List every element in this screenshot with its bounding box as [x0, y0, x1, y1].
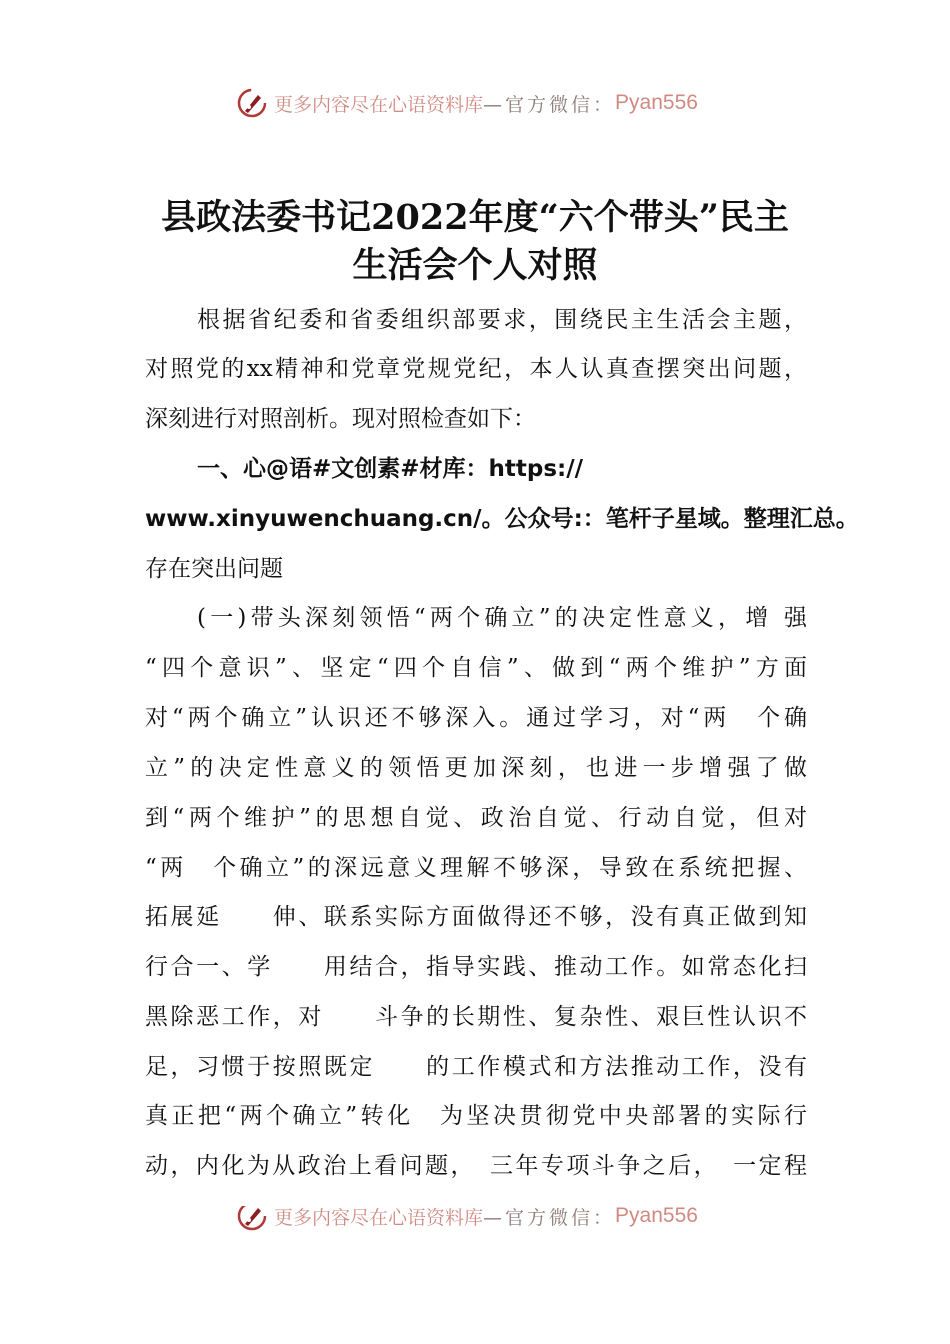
paragraph-line: 根据省纪委和省委组织部要求，围绕民主生活会主题， — [197, 307, 807, 333]
paragraph-line: 行合一、学 用结合，指导实践、推动工作。如常态化扫 — [145, 954, 807, 980]
paragraph-line: 动，内化为从政治上看问题， 三年专项斗争之后， 一定程 — [145, 1153, 807, 1179]
paragraph-line: 立”的决定性意义的领悟更加深刻，也进一步增强了做 — [145, 755, 807, 781]
paragraph-line: (一)带头深刻领悟“两个确立”的决定性意义，增 强 — [197, 605, 807, 631]
paragraph-line: 真正把“两个确立”转化 为坚决贯彻党中央部署的实际行 — [145, 1103, 807, 1129]
paragraph-line: “两 个确立”的深远意义理解不够深，导致在系统把握、 — [145, 855, 807, 881]
paragraph-line: 到“两个维护”的思想自觉、政治自觉、行动自觉，但对 — [145, 805, 807, 831]
paragraph-line: 对照党的xx精神和党章党规党纪，本人认真查摆突出问题， — [145, 356, 807, 382]
paragraph-line: 黑除恶工作，对 斗争的长期性、复杂性、艰巨性认识不 — [145, 1004, 807, 1030]
section-heading-line: 一、心@语#文创素#材库：https:// — [197, 456, 584, 482]
paragraph-line: 足，习惯于按照既定 的工作模式和方法推动工作，没有 — [145, 1054, 807, 1080]
section-heading-line: 存在突出问题 — [145, 556, 283, 582]
pen-logo-icon — [236, 87, 268, 119]
paragraph-line: “四个意识”、坚定“四个自信”、做到“两个维护”方面 — [145, 655, 807, 681]
paragraph-line: 拓展延 伸、联系实际方面做得还不够，没有真正做到知 — [145, 904, 807, 930]
paragraph-line: 深刻进行对照剖析。现对照检查如下： — [145, 406, 536, 432]
pen-logo-icon — [236, 1206, 268, 1232]
section-heading-line: www.xinyuwenchuang.cn/。公众号:：笔杆子星域。整理汇总。 — [145, 506, 859, 532]
document-title-line-2: 生活会个人对照 — [352, 245, 598, 286]
footer-watermark: 更多内容尽在心语资料库 —官方微信： Pyan556 — [236, 1206, 726, 1240]
paragraph-line: 对“两个确立”认识还不够深入。通过学习，对“两 个确 — [145, 705, 807, 731]
document-title-line-1: 县政法委书记2022年度“六个带头”民主 — [161, 197, 789, 238]
header-watermark: 更多内容尽在心语资料库 —官方微信： Pyan556 — [236, 86, 726, 120]
